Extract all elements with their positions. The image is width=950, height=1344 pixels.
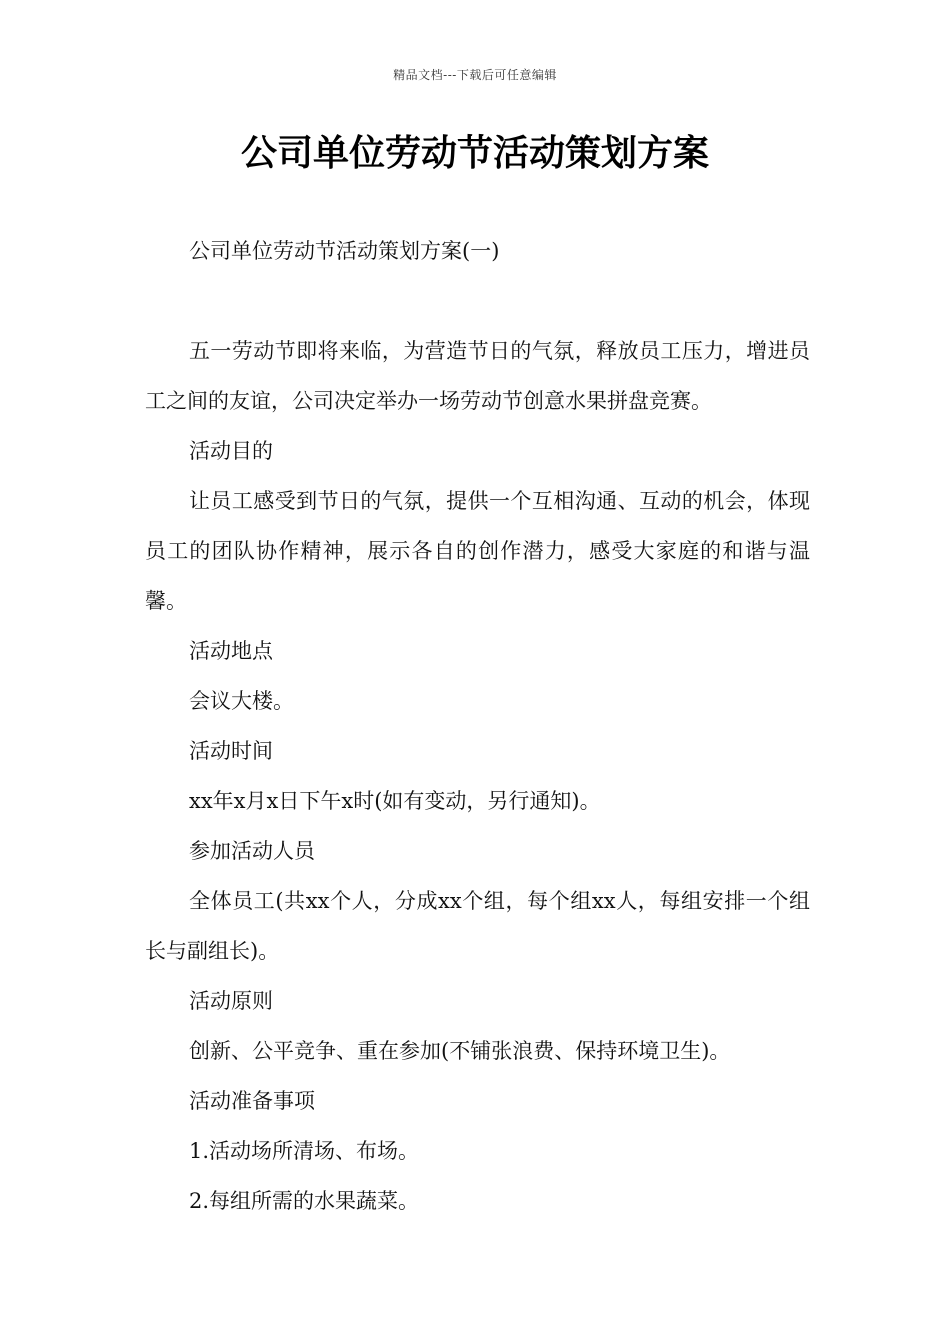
participants-paragraph: 全体员工(共xx个人，分成xx个组，每个组xx人，每组安排一个组长与副组长)。 xyxy=(145,889,810,963)
preparation-item-1: 1.活动场所清场、布场。 xyxy=(189,1139,420,1163)
header-note: 精品文档---下载后可任意编辑 xyxy=(393,68,557,82)
location-paragraph: 会议大楼。 xyxy=(189,689,294,713)
subtitle: 公司单位劳动节活动策划方案(一) xyxy=(189,239,500,263)
preparation-item-2: 2.每组所需的水果蔬菜。 xyxy=(189,1189,420,1213)
purpose-paragraph: 让员工感受到节日的气氛，提供一个互相沟通、互动的机会，体现员工的团队协作精神，展示各自的创作潜力，感受大家庭的和谐与温馨。 xyxy=(145,489,810,613)
principles-paragraph: 创新、公平竞争、重在参加(不铺张浪费、保持环境卫生)。 xyxy=(189,1039,731,1063)
section-heading-principles: 活动原则 xyxy=(189,989,273,1013)
document-body xyxy=(145,326,810,1226)
time-paragraph: xx年x月x日下午x时(如有变动，另行通知)。 xyxy=(189,789,601,813)
subtitle-block xyxy=(145,226,810,276)
section-heading-participants: 参加活动人员 xyxy=(189,839,315,863)
document-title: 公司单位劳动节活动策划方案 xyxy=(240,133,709,174)
section-heading-preparation: 活动准备事项 xyxy=(189,1089,315,1113)
section-heading-time: 活动时间 xyxy=(189,739,273,763)
section-heading-purpose: 活动目的 xyxy=(189,439,273,463)
section-heading-location: 活动地点 xyxy=(189,639,273,663)
intro-paragraph: 五一劳动节即将来临，为营造节日的气氛，释放员工压力，增进员工之间的友谊，公司决定举办一场劳动节创意水果拼盘竞赛。 xyxy=(145,339,810,413)
